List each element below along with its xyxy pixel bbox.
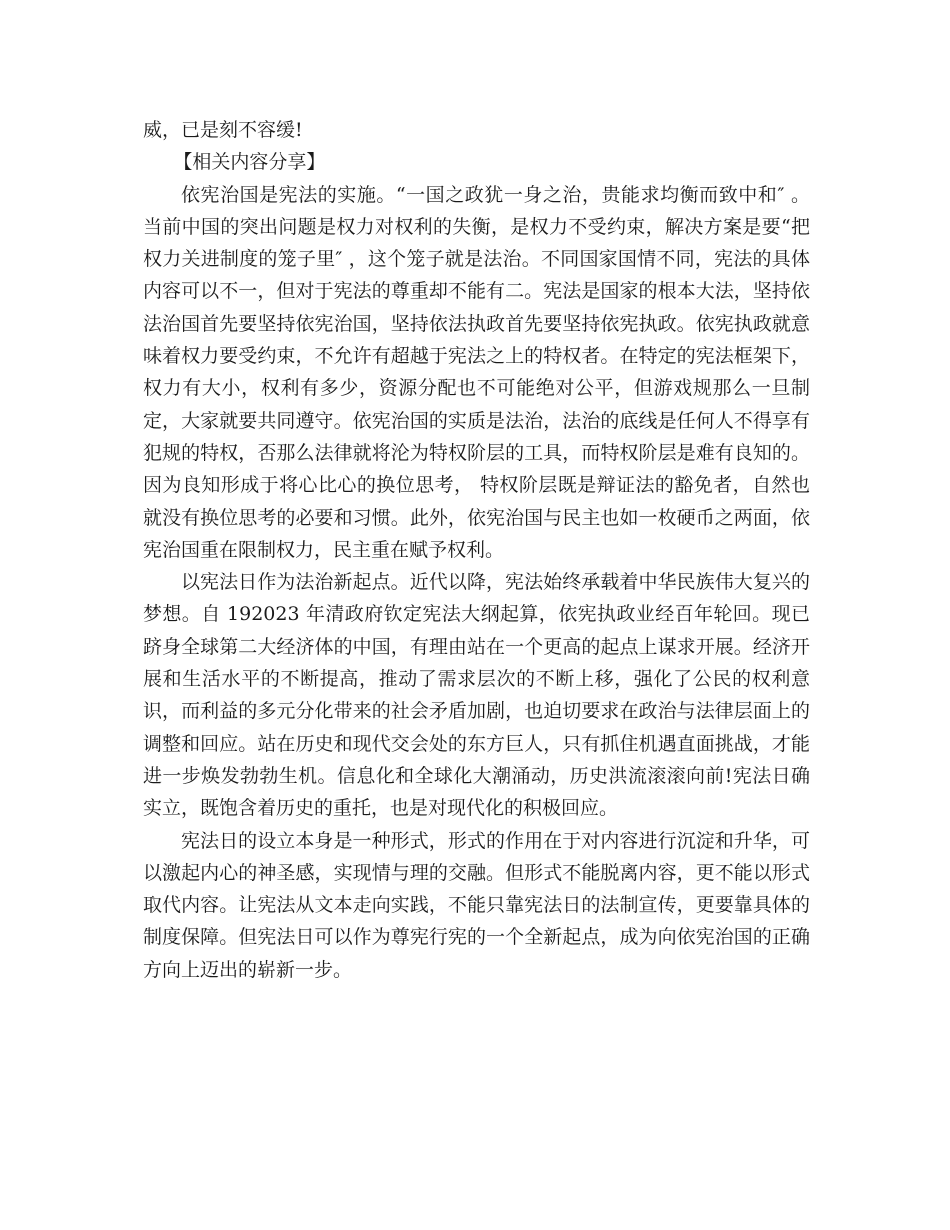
paragraph: 依宪治国是宪法的实施。“一国之政犹一身之治，贵能求均衡而致中和″ 。当前中国的突出问题是权力对权利的失衡，是权力不受约束，解决方案是要“把权力关进制度的笼子里″ ，这个笼子就是法治。不同国家国情不同，宪法的具体内容可以不一，但对于宪法的尊重却不能有二。宪法是国家的根本大法，坚持依法治国首先要坚持依宪治国，坚持依法执政首先要坚持依宪执政。依宪执政就意味着权力要受约束，不允许有超越于宪法之上的特权者。在特定的宪法框架下，权力有大小，权利有多少，资源分配也不可能绝对公平，但游戏规那么一旦制定，大家就要共同遵守。依宪治国的实质是法治，法治的底线是任何人不得享有犯规的特权，否那么法律就将沦为特权阶层的工具，而特权阶层是难有良知的。因为良知形成于将心比心的换位思考， 特权阶层既是辩证法的豁免者，自然也就没有换位思考的必要和习惯。此外，依宪治国与民主也如一枚硬币之两面，依宪治国重在限制权力，民主重在赋予权利。 — [143, 183, 810, 561]
paragraph: 以宪法日作为法治新起点。近代以降，宪法始终承载着中华民族伟大复兴的梦想。自 192023 年清政府钦定宪法大纲起算，依宪执政业经百年轮回。现已跻身全球第二大经济体的中国，有理由站在一个更高的起点上谋求开展。经济开展和生活水平的不断提高，推动了需求层次的不断上移，强化了公民的权利意识，而利益的多元分化带来的社会矛盾加剧，也迫切要求在政治与法律层面上的调整和回应。站在历史和现代交会处的东方巨人，只有抓住机遇直面挑战，才能进一步焕发勃勃生机。信息化和全球化大潮涌动，历史洪流滚滚向前!宪法日确实立，既饱含着历史的重托，也是对现代化的积极回应。 — [143, 571, 810, 820]
section-heading: 【相关内容分享】 — [173, 151, 326, 174]
document-page — [143, 114, 810, 986]
paragraph: 宪法日的设立本身是一种形式，形式的作用在于对内容进行沉淀和升华，可以激起内心的神圣感，实现情与理的交融。但形式不能脱离内容，更不能以形式取代内容。让宪法从文本走向实践，不能只靠宪法日的法制宣传，更要靠具体的制度保障。但宪法日可以作为尊宪行宪的一个全新起点，成为向依宪治国的正确方向上迈出的崭新一步。 — [143, 829, 810, 981]
continuation-text: 威，已是刻不容缓! — [143, 119, 303, 141]
